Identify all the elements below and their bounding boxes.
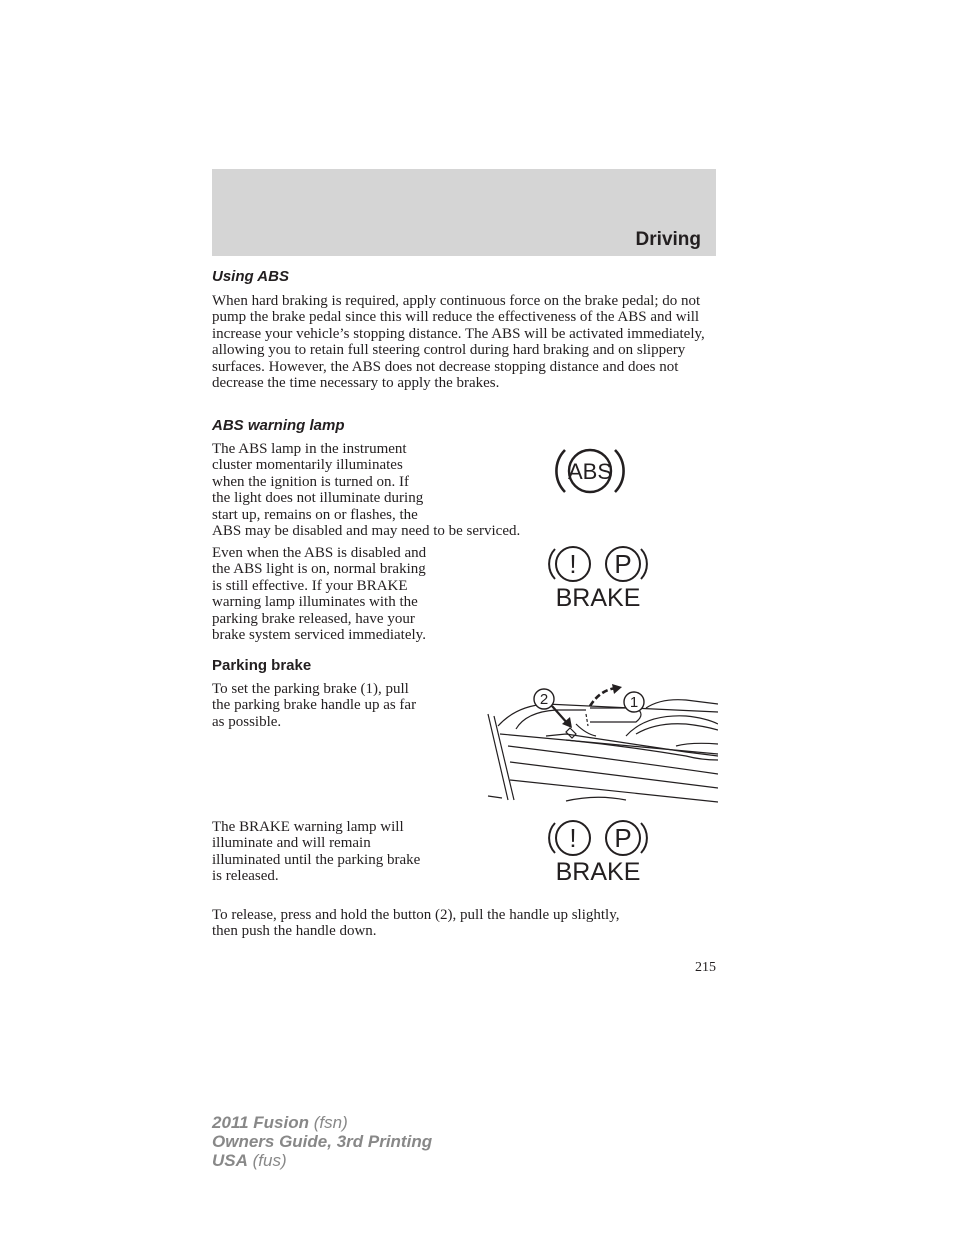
abs-warning-icon	[550, 440, 630, 504]
diagram-callout-1: 1	[629, 694, 639, 711]
brake-exclaim-symbol: !	[569, 549, 577, 579]
brake-lamp-label: BRAKE	[555, 858, 641, 886]
abs-lamp-label: ABS	[567, 459, 613, 484]
brake-exclaim-symbol: !	[569, 823, 577, 853]
brake-p-symbol: P	[614, 549, 632, 579]
page-number: 215	[695, 960, 716, 975]
paragraph-release-parking-brake: To release, press and hold the button (2), pull the handle up slightly, then push the handle down.	[212, 907, 620, 940]
diagram-callout-2: 2	[539, 691, 549, 708]
brake-p-symbol: P	[614, 823, 632, 853]
brake-warning-icon	[548, 817, 648, 887]
heading-parking-brake: Parking brake	[212, 657, 312, 674]
section-title: Driving	[635, 229, 701, 250]
section-header-band	[212, 169, 716, 256]
heading-abs-warning-lamp: ABS warning lamp	[212, 417, 345, 434]
paragraph-abs-lamp: The ABS lamp in the instrument cluster momentarily illuminates when the ignition is turned on. If the light does not illuminate during start up, remains on or flashes, the ABS may be disabled and may need to be serviced.	[212, 441, 521, 540]
paragraph-abs-disabled: Even when the ABS is disabled and the ABS light is on, normal braking is still effective. If your BRAKE warning lamp illuminates with the parking brake released, have your brake system serviced immediately.	[212, 545, 427, 644]
paragraph-using-abs: When hard braking is required, apply continuous force on the brake pedal; do not pump the brake pedal since this will reduce the effectiveness of the ABS and will increase your vehicle’s stopping distance. The ABS will be activated immediately, allowing you to retain full steering control during hard braking and on slippery surfaces. However, the ABS does not decrease stopping distance and does not decrease the time necessary to apply the brakes.	[212, 293, 705, 392]
footer-edition-info: 2011 Fusion (fsn) Owners Guide, 3rd Printing USA (fus)	[212, 1113, 433, 1170]
paragraph-set-parking-brake: To set the parking brake (1), pull the parking brake handle up as far as possible.	[212, 681, 417, 730]
paragraph-brake-lamp-illuminate: The BRAKE warning lamp will illuminate and will remain illuminated until the parking brake is released.	[212, 819, 421, 885]
brake-warning-icon	[548, 543, 648, 613]
brake-lamp-label: BRAKE	[555, 584, 641, 612]
heading-using-abs: Using ABS	[212, 268, 289, 285]
parking-brake-diagram	[486, 684, 718, 806]
